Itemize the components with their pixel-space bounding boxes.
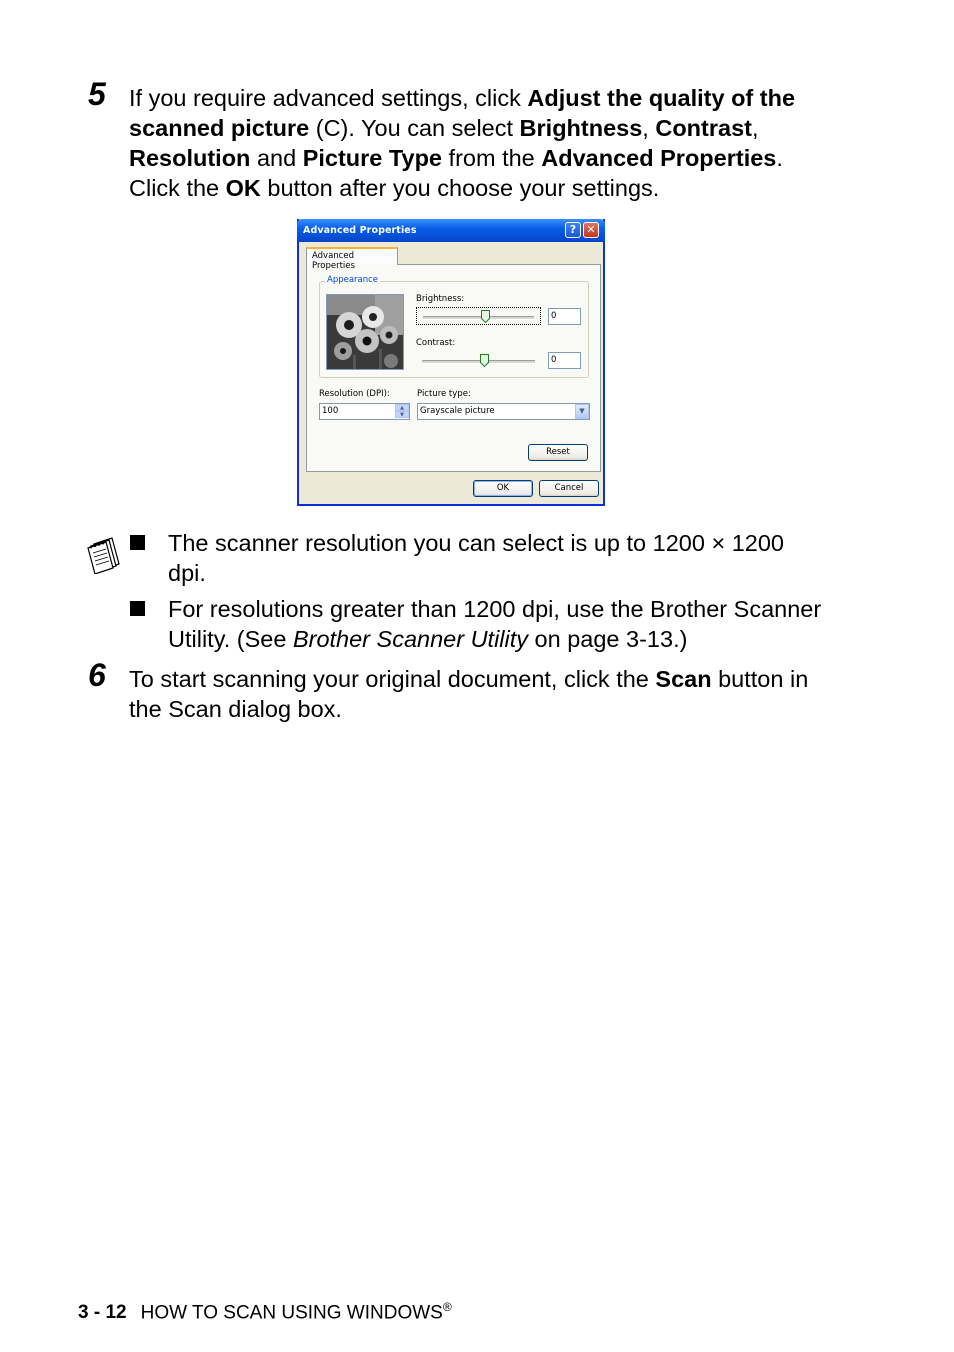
help-button[interactable]: ? (565, 222, 581, 238)
contrast-label: Contrast: (416, 338, 456, 348)
note-icon (86, 534, 122, 574)
dialog-title: Advanced Properties (303, 225, 417, 236)
spin-down-icon[interactable]: ▼ (395, 411, 409, 418)
tab-advanced-properties[interactable]: Advanced Properties (306, 247, 398, 265)
flower-preview-icon (327, 295, 404, 370)
page-footer (78, 1300, 452, 1324)
note-item-2-text-a: For resolutions greater than 1200 dpi, use the Brother Scanner Utility. (See (168, 596, 822, 652)
times-sign: × (711, 530, 726, 556)
step-5-text-3: , (642, 115, 656, 141)
tab-panel (306, 264, 601, 472)
resolution-value: 100 (322, 406, 339, 416)
step-5-bold-ok: OK (225, 175, 261, 201)
preview-image (326, 294, 404, 370)
note-item-2 (168, 594, 828, 654)
chapter-title: HOW TO SCAN USING WINDOWS (140, 1302, 443, 1324)
step-6-bold-scan: Scan (655, 666, 712, 692)
note-item-2-italic: Brother Scanner Utility (292, 626, 529, 652)
spin-up-icon[interactable]: ▲ (395, 404, 409, 411)
step-6-text (129, 664, 829, 724)
cancel-button[interactable]: Cancel (539, 480, 599, 497)
step-5-text (129, 83, 829, 203)
contrast-value-field[interactable]: 0 (548, 352, 581, 369)
appearance-group (319, 275, 589, 378)
resolution-spinbox[interactable] (319, 403, 410, 420)
picture-type-dropdown[interactable] (417, 403, 590, 420)
brightness-slider[interactable] (416, 307, 541, 325)
brightness-label: Brightness: (416, 294, 465, 304)
step-5-bold-resolution: Resolution (129, 145, 251, 171)
appearance-group-label: Appearance (327, 275, 379, 285)
step-6-text-1: To start scanning your original document, click the (129, 666, 656, 692)
step-5-bold-adjust: Adjust the quality of the scanned picture (129, 85, 796, 141)
resolution-spin-buttons[interactable] (395, 404, 409, 419)
contrast-slider[interactable] (416, 352, 541, 370)
step-5-text-1: If you require advanced settings, click (129, 85, 528, 111)
brightness-slider-track (423, 316, 534, 320)
brightness-slider-thumb[interactable] (481, 310, 490, 323)
step-5-bold-advanced-properties: Advanced Properties (541, 145, 777, 171)
step-5-bold-contrast: Contrast (655, 115, 752, 141)
note-item-1 (168, 528, 828, 588)
step-5-bold-brightness: Brightness (519, 115, 643, 141)
ok-button[interactable]: OK (473, 480, 533, 497)
contrast-slider-track (422, 360, 535, 364)
step-number-5: 5 (88, 76, 106, 112)
reset-button[interactable]: Reset (528, 444, 588, 461)
contrast-slider-thumb[interactable] (480, 354, 489, 367)
bullet-1-icon (130, 535, 145, 550)
step-5-text-4: , (751, 115, 759, 141)
step-5-text-7: . Click the (129, 145, 783, 201)
step-number-6: 6 (88, 657, 106, 693)
step-6-text-2: button in the Scan dialog box. (129, 666, 809, 722)
note-item-1-text-b: 1200 dpi. (168, 530, 784, 586)
picture-type-value: Grayscale picture (420, 406, 495, 416)
note-item-1-text-a: The scanner resolution you can select is up to 1200 (168, 530, 712, 556)
resolution-label: Resolution (DPI): (319, 389, 390, 399)
brightness-value-field[interactable]: 0 (548, 308, 581, 325)
step-5-text-6: from the (442, 145, 542, 171)
step-5-bold-picture-type: Picture Type (302, 145, 443, 171)
step-5-text-2: (C). You can select (309, 115, 520, 141)
dialog-titlebar (297, 219, 605, 242)
advanced-properties-dialog (297, 219, 605, 506)
picture-type-label: Picture type: (417, 389, 471, 399)
registered-mark: ® (442, 1300, 452, 1314)
note-item-2-text-b: on page 3-13.) (528, 626, 688, 652)
close-button[interactable]: ✕ (583, 222, 599, 238)
step-5-text-5: and (250, 145, 303, 171)
bullet-2-icon (130, 601, 145, 616)
chevron-down-icon[interactable]: ▼ (575, 404, 589, 419)
step-5-text-8: button after you choose your settings. (260, 175, 660, 201)
page-number: 3 - 12 (78, 1302, 127, 1324)
